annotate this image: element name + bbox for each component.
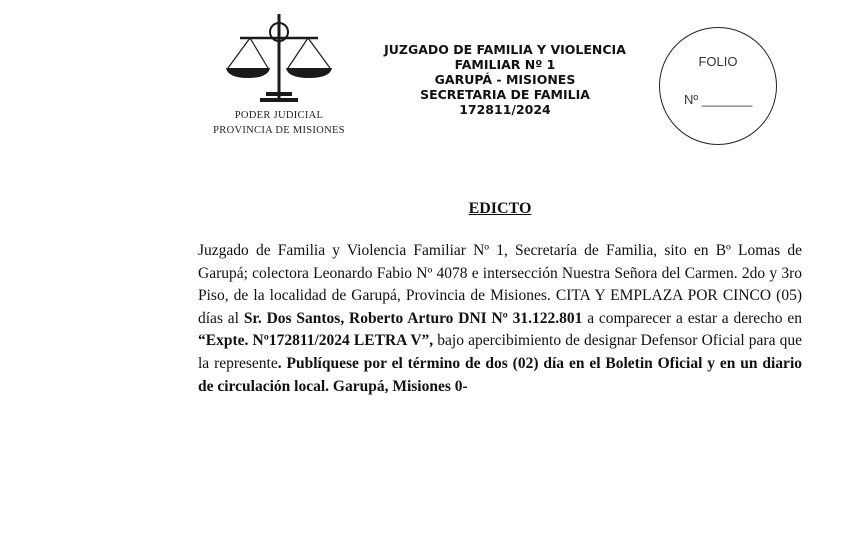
seal-line-1: PODER JUDICIAL [234,110,324,121]
court-location: GARUPÁ - MISIONES [434,72,576,87]
document-title: EDICTO [468,200,532,217]
defendant-name: Sr. Dos Santos, Roberto Arturo DNI Nº 31.122.801 [243,309,583,327]
court-name-line-1: JUZGADO DE FAMILIA Y VIOLENCIA [384,42,626,57]
judicial-seal [205,12,353,140]
case-number: 172811/2024 [459,102,551,117]
seal-line-2: PROVINCIA DE MISIONES [213,125,345,136]
edict-text-1: Juzgado de Familia y Violencia Familiar Nº 1, Secretaría de Familia, sito en Bº Lomas de Garupá; colectora Leonardo Fabio Nº 4078 e intersección Nuestra Señora del Carmen. 2do y 3ro Piso, de la localidad de Garupá, Provincia de Misiones. CITA Y EMPLAZA POR CINCO (05) días al [198,242,802,327]
scales-of-justice-icon [222,12,336,110]
folio-label: FOLIO [698,54,738,69]
court-header [360,42,650,117]
folio-number: Nº _______ [684,92,753,107]
court-secretariat: SECRETARIA DE FAMILIA [420,87,590,102]
case-reference: “Expte. Nº172811/2024 LETRA V”, [198,332,434,350]
publication-order: . Publíquese por el término de dos (02) día en el Boletin Oficial y en un diario de circulación local. Garupá, Misiones 0- [198,354,802,395]
edict-text-3: bajo apercibimiento de designar Defensor Oficial para que la represente [198,332,802,372]
court-name-line-2: FAMILIAR Nº 1 [454,57,556,72]
folio-stamp [659,27,777,145]
edict-text-2: a comparecer a estar a derecho en [582,309,803,327]
edict-body [198,240,802,398]
